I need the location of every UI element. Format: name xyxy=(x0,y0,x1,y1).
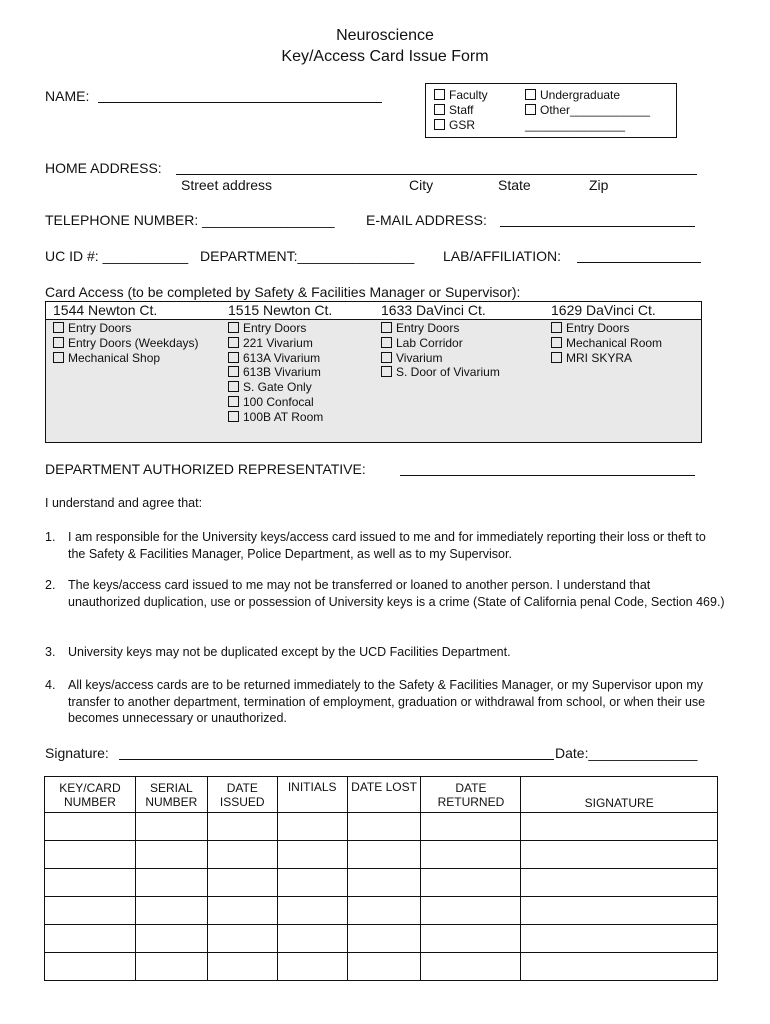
form-title-line1: Neuroscience xyxy=(336,27,434,44)
column-header: DATE LOST xyxy=(347,777,421,813)
city-caption: City xyxy=(409,177,434,193)
checkbox-icon[interactable] xyxy=(228,366,239,377)
table-cell[interactable] xyxy=(207,869,277,897)
role-other-blank[interactable]: _______________ xyxy=(525,118,626,132)
table-cell[interactable] xyxy=(277,841,347,869)
role-other-option[interactable]: Other____________ xyxy=(525,103,650,117)
column-header: DATE ISSUED xyxy=(207,777,277,813)
access-option[interactable]: Mechanical Room xyxy=(551,336,662,351)
access-option[interactable]: 100B AT Room xyxy=(228,410,323,425)
role-checkbox-group xyxy=(425,83,677,138)
table-cell[interactable] xyxy=(277,813,347,841)
table-cell[interactable] xyxy=(521,869,718,897)
table-row xyxy=(45,925,718,953)
checkbox-icon[interactable] xyxy=(381,337,392,348)
home-address-label: HOME ADDRESS: xyxy=(45,160,162,176)
access-option[interactable]: 100 Confocal xyxy=(228,395,323,410)
column-header: INITIALS xyxy=(277,777,347,813)
role-gsr-option[interactable]: GSR xyxy=(434,118,475,132)
table-cell[interactable] xyxy=(347,897,421,925)
checkbox-icon[interactable] xyxy=(228,411,239,422)
checkbox-icon[interactable] xyxy=(434,104,445,115)
uc-id-label[interactable]: UC ID #: ___________ xyxy=(45,248,189,264)
building-header: 1544 Newton Ct. xyxy=(46,302,221,320)
table-cell[interactable] xyxy=(347,813,421,841)
building-header: 1629 DaVinci Ct. xyxy=(544,302,701,320)
lab-affiliation-label: LAB/AFFILIATION: xyxy=(443,248,561,264)
table-cell[interactable] xyxy=(277,869,347,897)
building-header: 1515 Newton Ct. xyxy=(221,302,374,320)
table-cell[interactable] xyxy=(521,841,718,869)
checkbox-icon[interactable] xyxy=(551,337,562,348)
column-header: SIGNATURE xyxy=(521,777,718,813)
table-cell[interactable] xyxy=(135,869,207,897)
access-option[interactable]: Entry Doors xyxy=(381,321,500,336)
building-column xyxy=(221,302,375,442)
lab-affiliation-field[interactable] xyxy=(577,262,701,263)
access-option[interactable]: Entry Doors (Weekdays) xyxy=(53,336,198,351)
checkbox-icon[interactable] xyxy=(228,352,239,363)
access-option[interactable]: Mechanical Shop xyxy=(53,351,198,366)
column-header: SERIAL NUMBER xyxy=(135,777,207,813)
access-option[interactable]: Entry Doors xyxy=(228,321,323,336)
table-cell[interactable] xyxy=(347,925,421,953)
table-cell[interactable] xyxy=(135,925,207,953)
column-header: DATE RETURNED xyxy=(421,777,521,813)
table-cell[interactable] xyxy=(421,813,521,841)
table-cell[interactable] xyxy=(277,897,347,925)
agreement-term: 2. The keys/access card issued to me may not be transferred or loaned to another person. I understand that unauthorized duplication, use or possession of University keys is a crime (State of California penal Code, Section 469.) xyxy=(45,578,725,609)
table-cell[interactable] xyxy=(207,841,277,869)
table-cell[interactable] xyxy=(45,813,136,841)
email-field[interactable] xyxy=(500,226,695,227)
building-header: 1633 DaVinci Ct. xyxy=(374,302,544,320)
authorized-rep-label: DEPARTMENT AUTHORIZED REPRESENTATIVE: xyxy=(45,461,366,477)
table-cell[interactable] xyxy=(347,953,421,981)
access-option[interactable]: S. Gate Only xyxy=(228,380,323,395)
table-cell[interactable] xyxy=(135,841,207,869)
table-cell[interactable] xyxy=(421,897,521,925)
card-access-label: Card Access (to be completed by Safety & Facilities Manager or Supervisor): xyxy=(45,284,521,300)
access-option[interactable]: 221 Vivarium xyxy=(228,336,323,351)
checkbox-icon[interactable] xyxy=(53,352,64,363)
table-cell[interactable] xyxy=(207,897,277,925)
checkbox-icon[interactable] xyxy=(551,322,562,333)
table-cell[interactable] xyxy=(207,953,277,981)
access-option[interactable]: Entry Doors xyxy=(53,321,198,336)
access-option[interactable]: 613A Vivarium xyxy=(228,351,323,366)
key-log-table xyxy=(44,776,718,981)
role-undergraduate-option[interactable]: Undergraduate xyxy=(525,88,620,102)
table-cell[interactable] xyxy=(45,841,136,869)
access-option[interactable]: Vivarium xyxy=(381,351,500,366)
table-row xyxy=(45,869,718,897)
table-cell[interactable] xyxy=(521,953,718,981)
table-cell[interactable] xyxy=(521,925,718,953)
access-option[interactable]: 613B Vivarium xyxy=(228,365,323,380)
table-cell[interactable] xyxy=(45,953,136,981)
agreement-intro: I understand and agree that: xyxy=(45,496,203,510)
table-cell[interactable] xyxy=(135,953,207,981)
email-label: E-MAIL ADDRESS: xyxy=(366,212,487,228)
checkbox-icon[interactable] xyxy=(381,322,392,333)
agreement-term: 1. I am responsible for the University keys/access card issued to me and for immediately reporting their loss or theft to the Safety & Facilities Manager, Police Department, as well as to my Supervisor. xyxy=(45,530,706,561)
checkbox-icon[interactable] xyxy=(551,352,562,363)
table-cell[interactable] xyxy=(421,925,521,953)
checkbox-icon[interactable] xyxy=(381,366,392,377)
table-cell[interactable] xyxy=(45,897,136,925)
access-option[interactable]: Entry Doors xyxy=(551,321,662,336)
table-cell[interactable] xyxy=(277,925,347,953)
checkbox-icon[interactable] xyxy=(525,89,536,100)
state-caption: State xyxy=(498,177,531,193)
name-field[interactable] xyxy=(98,102,382,103)
table-cell[interactable] xyxy=(135,813,207,841)
column-header: KEY/CARD NUMBER xyxy=(45,777,136,813)
date-label[interactable]: Date:______________ xyxy=(555,745,698,761)
access-option[interactable]: S. Door of Vivarium xyxy=(381,365,500,380)
checkbox-icon[interactable] xyxy=(228,337,239,348)
agreement-term: 4. All keys/access cards are to be returned immediately to the Safety & Facilities Manager, or my Supervisor upon my transfer to another department, termination of employment, graduation or withdrawal from school, or when their use becomes unnecessary or unauthorized. xyxy=(45,678,706,725)
table-cell[interactable] xyxy=(347,841,421,869)
zip-caption: Zip xyxy=(589,177,609,193)
building-column xyxy=(544,302,701,442)
role-staff-option[interactable]: Staff xyxy=(434,103,473,117)
table-cell[interactable] xyxy=(135,897,207,925)
table-cell[interactable] xyxy=(207,925,277,953)
checkbox-icon[interactable] xyxy=(525,104,536,115)
name-label: NAME: xyxy=(45,88,90,104)
table-cell[interactable] xyxy=(45,869,136,897)
table-cell[interactable] xyxy=(521,897,718,925)
checkbox-icon[interactable] xyxy=(228,381,239,392)
table-cell[interactable] xyxy=(45,925,136,953)
table-cell[interactable] xyxy=(347,869,421,897)
access-option[interactable]: Lab Corridor xyxy=(381,336,500,351)
authorized-rep-field[interactable] xyxy=(400,475,695,476)
street-address-caption: Street address xyxy=(181,177,273,193)
home-address-field[interactable] xyxy=(176,174,697,175)
table-row xyxy=(45,813,718,841)
signature-field[interactable] xyxy=(119,759,554,760)
checkbox-icon[interactable] xyxy=(53,322,64,333)
table-cell[interactable] xyxy=(521,813,718,841)
department-label[interactable]: DEPARTMENT:_______________ xyxy=(200,248,415,264)
table-cell[interactable] xyxy=(421,841,521,869)
access-option[interactable]: MRI SKYRA xyxy=(551,351,662,366)
role-faculty-option[interactable]: Faculty xyxy=(434,88,488,102)
form-title-line2: Key/Access Card Issue Form xyxy=(281,48,489,65)
table-row xyxy=(45,897,718,925)
checkbox-icon[interactable] xyxy=(434,119,445,130)
table-cell[interactable] xyxy=(421,953,521,981)
table-header-row xyxy=(45,777,718,813)
telephone-label[interactable]: TELEPHONE NUMBER: _________________ xyxy=(45,212,335,228)
checkbox-icon[interactable] xyxy=(53,337,64,348)
table-cell[interactable] xyxy=(277,953,347,981)
building-column xyxy=(374,302,545,442)
checkbox-icon[interactable] xyxy=(434,89,445,100)
building-column xyxy=(46,302,222,442)
checkbox-icon[interactable] xyxy=(228,322,239,333)
agreement-term: 3. University keys may not be duplicated except by the UCD Facilities Department. xyxy=(45,645,511,659)
table-row xyxy=(45,841,718,869)
table-cell[interactable] xyxy=(421,869,521,897)
signature-label: Signature: xyxy=(45,745,109,761)
checkbox-icon[interactable] xyxy=(228,396,239,407)
table-row xyxy=(45,953,718,981)
checkbox-icon[interactable] xyxy=(381,352,392,363)
table-cell[interactable] xyxy=(207,813,277,841)
card-access-table xyxy=(45,301,702,443)
